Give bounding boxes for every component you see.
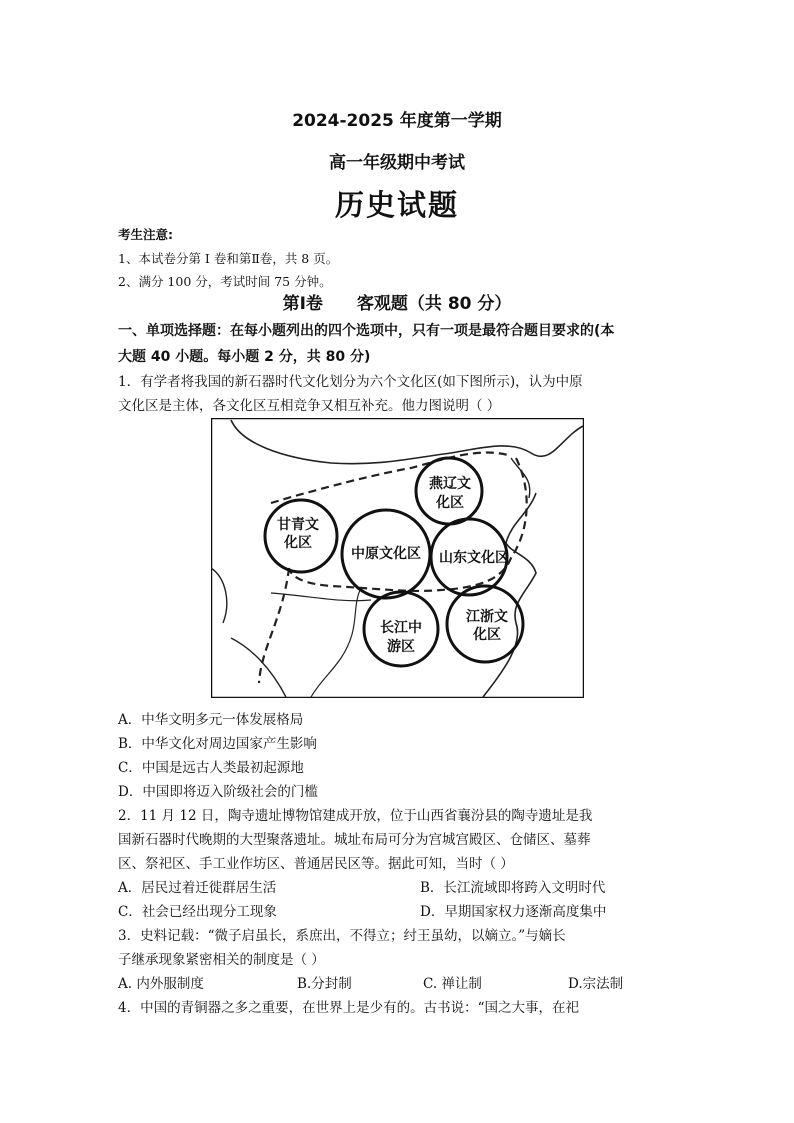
zhongyuan-label: 中原文化区 bbox=[351, 546, 421, 562]
section-instruction-1: 一、单项选择题：在每小题列出的四个选项中，只有一项是最符合题目要求的(本 bbox=[118, 323, 615, 339]
q4-stem-1: 4．中国的青铜器之多之重要，在世界上是少有的。古书说：“国之大事，在祀 bbox=[118, 1000, 579, 1016]
notice-item-1: 1、本试卷分第 I 卷和第Ⅱ卷，共 8 页。 bbox=[118, 251, 339, 266]
q1-option-b: B．中华文化对周边国家产生影响 bbox=[118, 736, 317, 752]
notice-title: 考生注意: bbox=[118, 227, 173, 242]
q2-option-a: A．居民过着迁徙群居生活 bbox=[118, 880, 277, 896]
q1-stem-2: 文化区是主体，各文化区互相竞争又相互补充。他力图说明（ ） bbox=[118, 398, 501, 414]
exam-year-term: 2024-2025 年度第一学期 bbox=[292, 111, 502, 131]
section-heading bbox=[0, 289, 794, 314]
jiangzhe-label-2: 化区 bbox=[473, 627, 501, 643]
q3-option-b: B.分封制 bbox=[297, 976, 352, 992]
section-title: 客观题（共 80 分） bbox=[356, 294, 512, 314]
ganqing-label-2: 化区 bbox=[284, 535, 312, 551]
yanliao-label-1: 燕辽文 bbox=[429, 476, 471, 492]
q3-stem-2: 子继承现象紧密相关的制度是（ ） bbox=[118, 952, 325, 968]
q2-stem-2: 国新石器时代晚期的大型聚落遗址。城址布局可分为宫城宫殿区、仓储区、墓葬 bbox=[118, 832, 591, 848]
exam-name: 高一年级期中考试 bbox=[329, 153, 465, 173]
q2-stem-1: 2．11 月 12 日，陶寺遗址博物馆建成开放，位于山西省襄汾县的陶寺遗址是我 bbox=[118, 808, 593, 824]
neolithic-culture-map bbox=[211, 418, 584, 698]
q2-stem-3: 区、祭祀区、手工业作坊区、普通居民区等。据此可知，当时（ ） bbox=[118, 856, 514, 872]
q3-option-c: C. 禅让制 bbox=[423, 976, 482, 992]
q1-stem-1: 1．有学者将我国的新石器时代文化划分为六个文化区(如下图所示)，认为中原 bbox=[118, 374, 583, 390]
yanliao-label-2: 化区 bbox=[436, 495, 464, 511]
q3-option-d: D.宗法制 bbox=[568, 976, 624, 992]
q2-option-b: B．长江流域即将跨入文明时代 bbox=[420, 880, 606, 896]
notice-item-2: 2、满分 100 分，考试时间 75 分钟。 bbox=[118, 274, 332, 289]
q2-option-d: D．早期国家权力逐渐高度集中 bbox=[420, 904, 607, 920]
q3-option-a: A. 内外服制度 bbox=[118, 976, 204, 992]
shandong-label: 山东文化区 bbox=[439, 550, 509, 566]
section-instruction-2: 大题 40 小题。每小题 2 分，共 80 分) bbox=[118, 349, 371, 365]
jiangzhe-label-1: 江浙文 bbox=[466, 609, 508, 625]
section-part: 第Ⅰ卷 bbox=[282, 294, 323, 314]
page-title: 历史试题 bbox=[334, 188, 459, 222]
ganqing-label-1: 甘青文 bbox=[277, 517, 319, 533]
q1-option-d: D．中国即将迈入阶级社会的门槛 bbox=[118, 784, 318, 800]
changjiang-label-2: 游区 bbox=[387, 639, 415, 655]
q2-option-c: C．社会已经出现分工现象 bbox=[118, 904, 277, 920]
q1-option-c: C．中国是远古人类最初起源地 bbox=[118, 760, 304, 776]
q1-option-a: A．中华文明多元一体发展格局 bbox=[118, 712, 304, 728]
q3-stem-1: 3．史料记载：“微子启虽长，系庶出，不得立；纣王虽幼，以嫡立。”与嫡长 bbox=[118, 928, 566, 944]
changjiang-label-1: 长江中 bbox=[380, 620, 422, 636]
